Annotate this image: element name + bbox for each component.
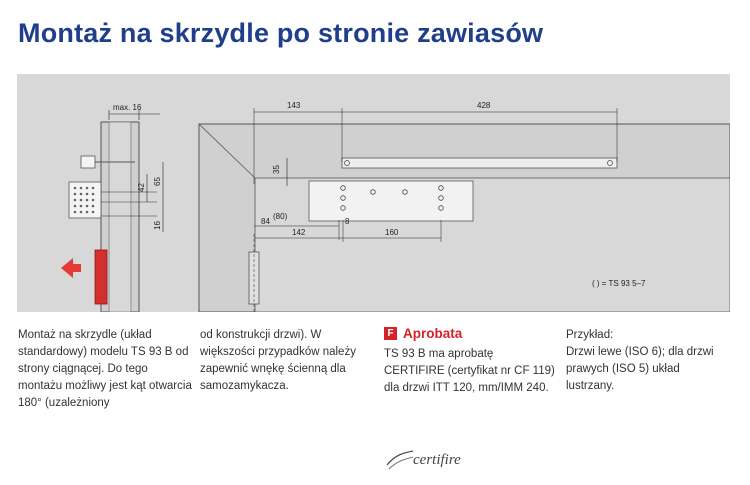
dim-142: 142 (292, 228, 306, 237)
flag-icon: F (384, 327, 397, 340)
dim-428: 428 (477, 101, 491, 110)
description-part-1: Montaż na skrzydle (układ standardowy) modelu TS 93 B od strony ciągnącej. Do tego montażu możliwy jest kąt otwarcia 180° (uzależniony (18, 329, 192, 409)
example-heading: Przykład: (566, 329, 614, 341)
example-body: Drzwi lewe (ISO 6); dla drzwi prawych (ISO 5) układ lustrzany. (566, 346, 714, 392)
certifire-swoosh-icon (385, 445, 415, 473)
dim-35: 35 (272, 165, 281, 174)
dim-16: 16 (153, 221, 162, 230)
page-title: Montaż na skrzydle po stronie zawiasów (18, 18, 544, 48)
dim-42: 42 (137, 183, 146, 192)
certifire-logo-text: certifire (413, 452, 461, 468)
text-column-2 (200, 327, 372, 395)
arm-rail (342, 158, 617, 168)
dim-max16: max. 16 (113, 103, 142, 112)
pull-arrow-icon (61, 258, 81, 278)
text-column-3 (384, 325, 556, 397)
certifire-logo (385, 445, 485, 473)
description-part-2: od konstrukcji drzwi). W większości przypadków należy zapewnić wnękę ścienną dla samozamykacza. (200, 329, 356, 392)
approval-heading (384, 325, 556, 342)
dim-84: 84 (261, 217, 270, 226)
dim-8: 8 (345, 217, 350, 226)
dim-80: (80) (273, 212, 288, 221)
closer-body-front (309, 181, 473, 221)
technical-drawing (17, 74, 730, 312)
hinge (95, 250, 107, 304)
dim-160: 160 (385, 228, 399, 237)
dim-65: 65 (153, 177, 162, 186)
dim-143: 143 (287, 101, 301, 110)
approval-heading-label: Aprobata (403, 326, 463, 341)
frame-section (109, 122, 131, 312)
text-column-1 (18, 327, 194, 412)
text-column-4 (566, 327, 731, 395)
arm-bracket-side (81, 156, 95, 168)
approval-body: TS 93 B ma aprobatę CERTIFIRE (certyfikat nr CF 119) dla drzwi ITT 120, mm/IMM 240. (384, 348, 555, 394)
drawing-svg (17, 74, 730, 312)
model-note: ( ) = TS 93 5–7 (592, 279, 646, 288)
